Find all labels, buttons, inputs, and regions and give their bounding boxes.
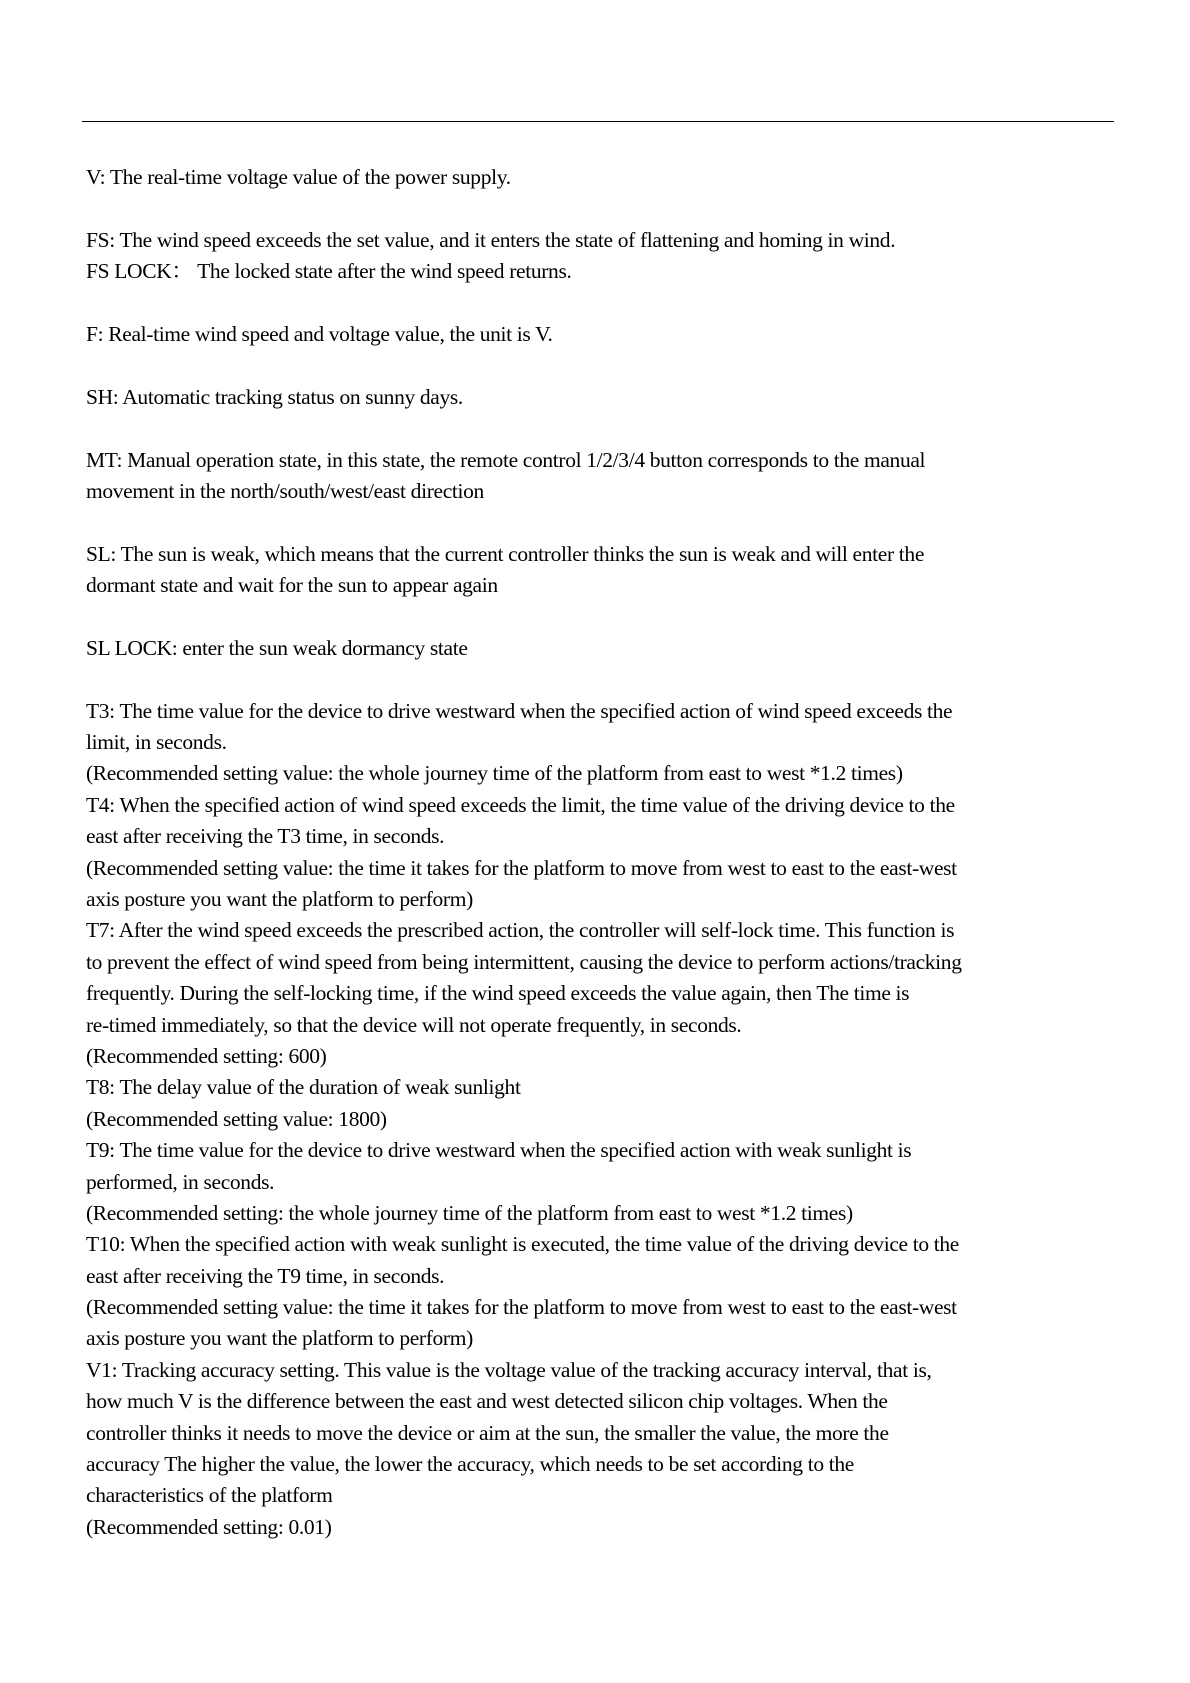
paragraph-gap <box>86 193 1126 224</box>
text-line: movement in the north/south/west/east direction <box>86 478 484 503</box>
document-body <box>86 162 1126 1543</box>
text-line: (Recommended setting: 600) <box>86 1043 327 1068</box>
text-line: SL LOCK: enter the sun weak dormancy state <box>86 635 468 660</box>
text-line: T7: After the wind speed exceeds the prescribed action, the controller will self-lock time. This function is <box>86 918 955 943</box>
text-line: characteristics of the platform <box>86 1483 333 1508</box>
text-line: accuracy The higher the value, the lower the accuracy, which needs to be set according to the <box>86 1452 854 1477</box>
paragraph-gap <box>86 413 1126 444</box>
paragraph-gap <box>86 601 1126 632</box>
text-line: SH: Automatic tracking status on sunny days. <box>86 384 463 409</box>
text-line: (Recommended setting: 0.01) <box>86 1514 332 1539</box>
text-line: dormant state and wait for the sun to appear again <box>86 573 498 598</box>
text-line: (Recommended setting value: 1800) <box>86 1106 387 1131</box>
text-line: (Recommended setting value: the time it takes for the platform to move from west to east to the east-west <box>86 1295 957 1320</box>
paragraph-gap <box>86 664 1126 695</box>
text-line: MT: Manual operation state, in this state, the remote control 1/2/3/4 button corresponds to the manual <box>86 447 926 472</box>
text-line: east after receiving the T3 time, in seconds. <box>86 824 445 849</box>
text-line: T3: The time value for the device to drive westward when the specified action of wind speed exceeds the <box>86 698 953 723</box>
text-line: T9: The time value for the device to drive westward when the specified action with weak sunlight is <box>86 1138 912 1163</box>
text-line: limit, in seconds. <box>86 730 227 755</box>
paragraph-gap <box>86 507 1126 538</box>
text-line: axis posture you want the platform to perform) <box>86 886 473 911</box>
text-line: axis posture you want the platform to perform) <box>86 1326 473 1351</box>
text-line: east after receiving the T9 time, in seconds. <box>86 1263 445 1288</box>
header-rule <box>82 121 1114 122</box>
text-line: controller thinks it needs to move the device or aim at the sun, the smaller the value, the more the <box>86 1420 889 1445</box>
paragraph-gap <box>86 350 1126 381</box>
text-line: FS: The wind speed exceeds the set value, and it enters the state of flattening and homing in wind. <box>86 227 896 252</box>
text-line: V1: Tracking accuracy setting. This value is the voltage value of the tracking accuracy interval, that is, <box>86 1357 932 1382</box>
text-line: SL: The sun is weak, which means that the current controller thinks the sun is weak and will enter the <box>86 541 925 566</box>
text-line: T10: When the specified action with weak sunlight is executed, the time value of the driving device to the <box>86 1232 959 1257</box>
text-line: (Recommended setting: the whole journey time of the platform from east to west *1.2 times) <box>86 1200 853 1225</box>
text-line: re-timed immediately, so that the device will not operate frequently, in seconds. <box>86 1012 742 1037</box>
paragraph-gap <box>86 288 1126 319</box>
text-line: frequently. During the self-locking time, if the wind speed exceeds the value again, then The time is <box>86 981 910 1006</box>
text-line: (Recommended setting value: the whole journey time of the platform from east to west *1.2 times) <box>86 761 903 786</box>
text-line: T8: The delay value of the duration of weak sunlight <box>86 1075 521 1100</box>
text-line: V: The real-time voltage value of the power supply. <box>86 165 511 189</box>
text-line: to prevent the effect of wind speed from being intermittent, causing the device to perform actions/tracking <box>86 949 962 974</box>
text-line: (Recommended setting value: the time it takes for the platform to move from west to east to the east-west <box>86 855 957 880</box>
text-line: FS LOCK： The locked state after the wind speed returns. <box>86 259 572 284</box>
text-line: performed, in seconds. <box>86 1169 275 1194</box>
text-line: how much V is the difference between the east and west detected silicon chip voltages. When the <box>86 1389 888 1414</box>
text-line: F: Real-time wind speed and voltage value, the unit is V. <box>86 321 553 346</box>
text-line: T4: When the specified action of wind speed exceeds the limit, the time value of the driving device to the <box>86 792 955 817</box>
